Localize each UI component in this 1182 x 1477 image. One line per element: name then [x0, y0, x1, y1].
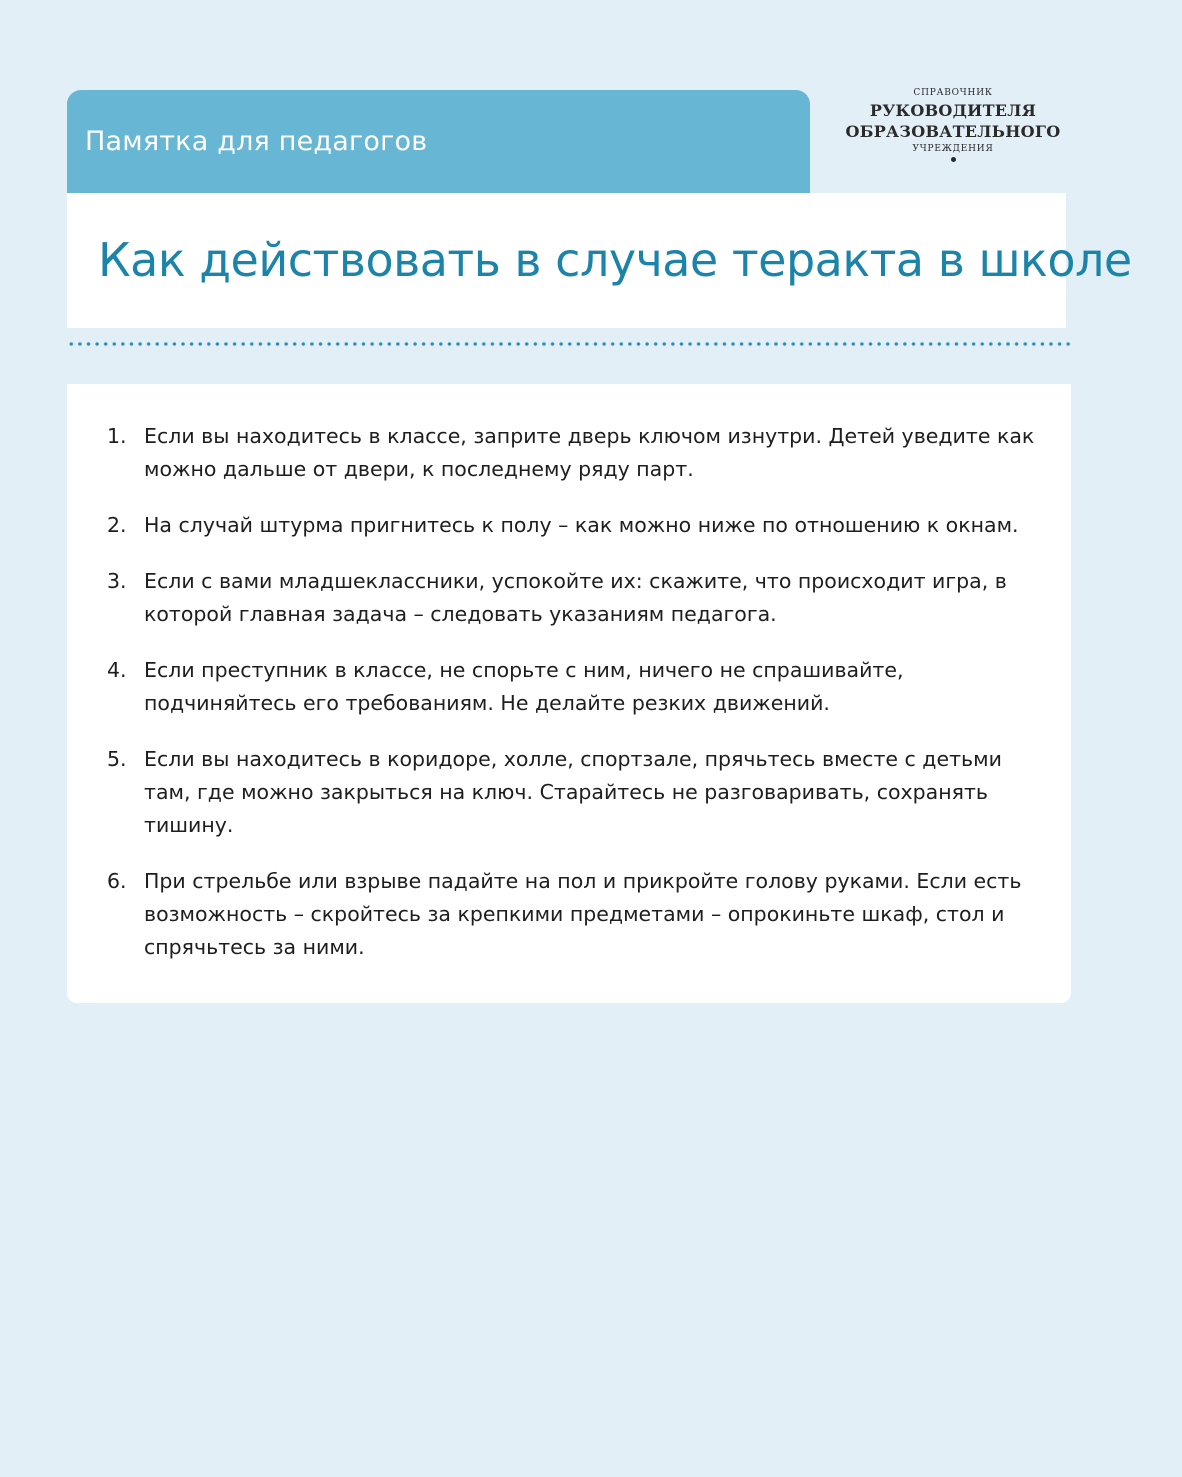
logo-line-2: РУКОВОДИТЕЛЯ — [869, 101, 1037, 120]
publisher-logo — [840, 86, 1066, 162]
list-item-number: 6. — [107, 869, 127, 893]
list-item-text: Если преступник в классе, не спорьте с ним, ничего не спрашивайте, подчиняйтесь его требованиям. Не делайте резких движений. — [144, 658, 904, 715]
list-item — [107, 565, 1047, 631]
list-item-number: 4. — [107, 658, 127, 682]
dotted-divider — [67, 342, 1072, 346]
list-item — [107, 420, 1047, 486]
list-item — [107, 654, 1047, 720]
list-item-number: 3. — [107, 569, 127, 593]
list-item-text: Если с вами младшеклассники, успокойте их: скажите, что происходит игра, в которой главная задача – следовать указаниям педагога. — [144, 569, 1007, 626]
page-title: Как действовать в случае теракта в школе — [98, 233, 1132, 287]
list-item-number: 2. — [107, 513, 127, 537]
list-item — [107, 865, 1047, 964]
list-item-number: 5. — [107, 747, 127, 771]
logo-line-4: УЧРЕЖДЕНИЯ — [912, 144, 994, 154]
header-tab — [67, 90, 810, 193]
list-item-text: На случай штурма пригнитесь к полу – как можно ниже по отношению к окнам. — [144, 513, 1019, 537]
instructions-list — [107, 420, 1047, 987]
logo-line-3: ОБРАЗОВАТЕЛЬНОГО — [845, 122, 1061, 141]
title-box — [67, 193, 1132, 328]
header-tab-label: Памятка для педагогов — [85, 126, 428, 157]
list-item — [107, 743, 1047, 842]
logo-dot — [951, 157, 956, 162]
content-box — [67, 384, 1071, 1003]
list-item-text: При стрельбе или взрыве падайте на пол и прикройте голову руками. Если есть возможность – скройтесь за крепкими предметами – опрокиньте шкаф, стол и спрячьтесь за ними. — [144, 869, 1022, 959]
list-item-number: 1. — [107, 424, 127, 448]
list-item-text: Если вы находитесь в классе, заприте дверь ключом изнутри. Детей уведите как можно дальше от двери, к последнему ряду парт. — [144, 424, 1035, 481]
list-item — [107, 509, 1047, 542]
list-item-text: Если вы находитесь в коридоре, холле, спортзале, прячьтесь вместе с детьми там, где можно закрыться на ключ. Старайтесь не разговаривать, сохранять тишину. — [144, 747, 1002, 837]
logo-line-1: СПРАВОЧНИК — [913, 88, 993, 98]
